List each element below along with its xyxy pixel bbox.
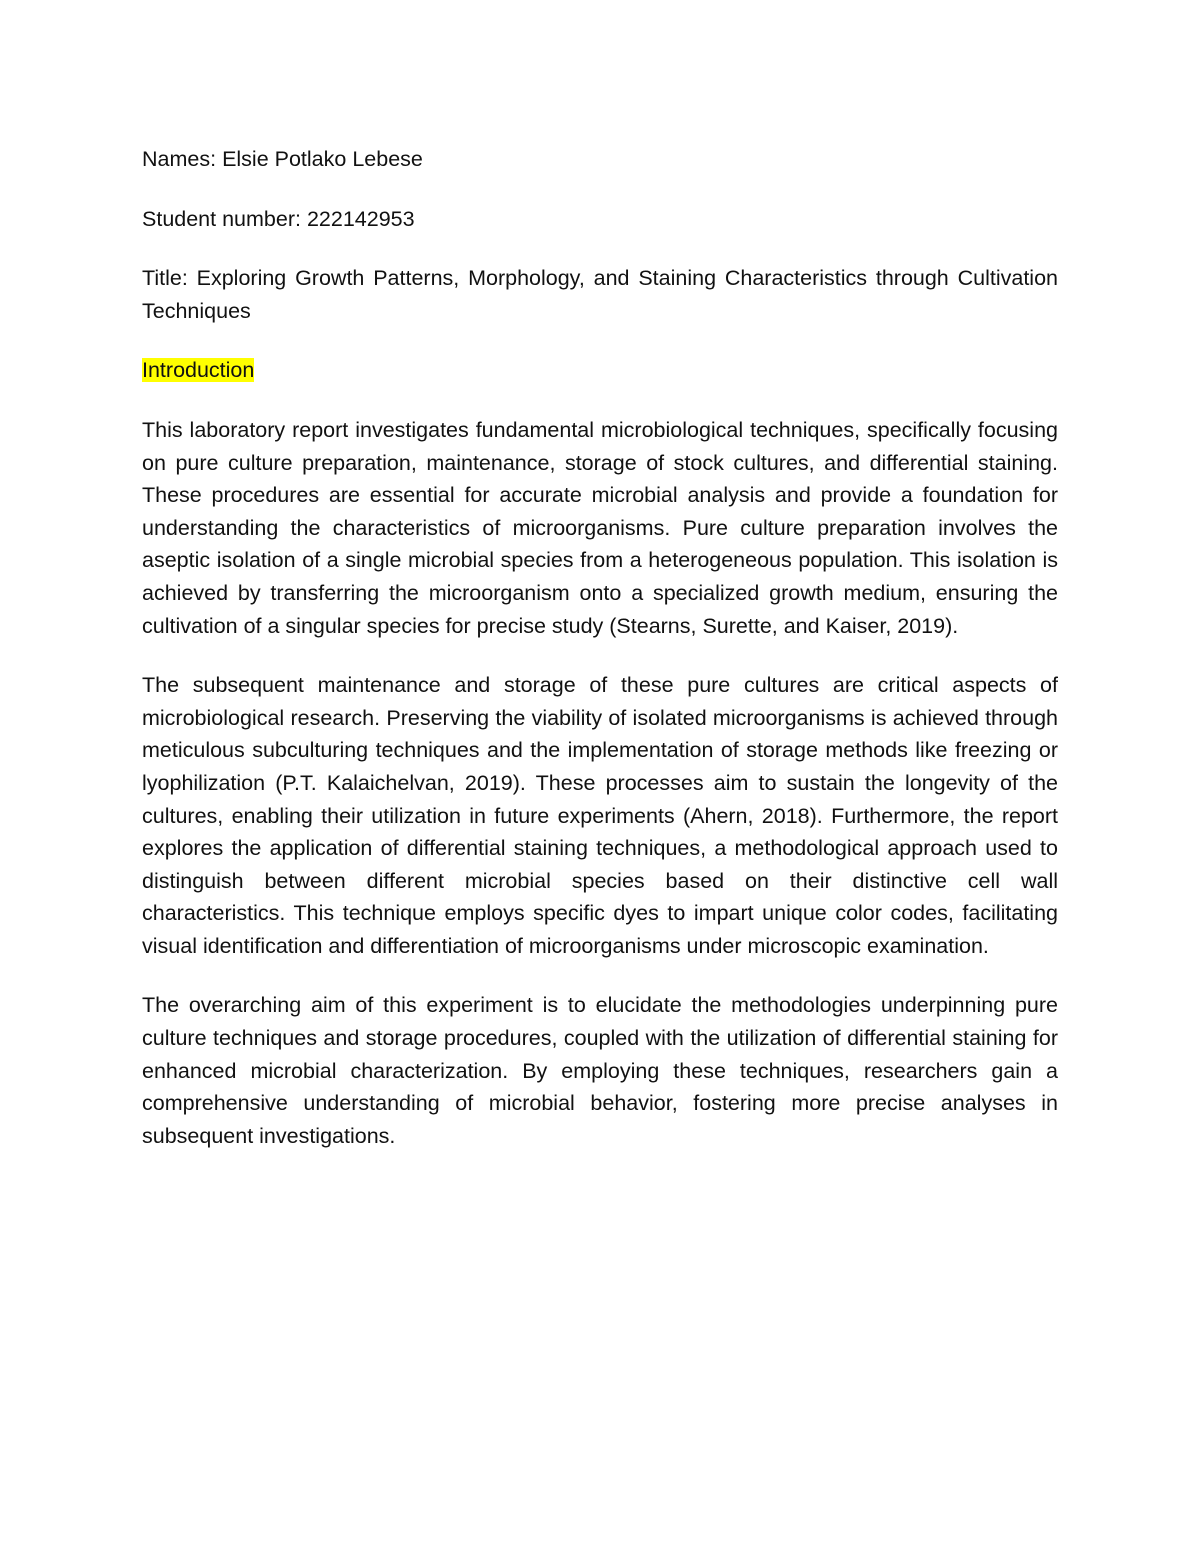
names-line: [142, 143, 1058, 176]
title-label: Title:: [142, 266, 188, 291]
names-label: Names:: [142, 147, 217, 171]
document-body: [142, 143, 1058, 1179]
introduction-heading: Introduction: [142, 358, 255, 383]
section-heading: [142, 354, 1058, 387]
student-number-line: [142, 203, 1058, 236]
paragraph-2: The subsequent maintenance and storage of these pure cultures are critical aspects of microbiological research. Preserving the viability of isolated microorganisms is achieved through meticulous subculturing techniques and the implementation of storage methods like freezing or lyophilization (P.T. Kalaichelvan, 2019). These processes aim to sustain the longevity of the cultures, enabling their utilization in future experiments (Ahern, 2018). Furthermore, the report explores the application of differential staining techniques, a methodological approach used to distinguish between different microbial species based on their distinctive cell wall characteristics. This technique employs specific dyes to impart unique color codes, facilitating visual identification and differentiation of microorganisms under microscopic examination.: [142, 673, 1058, 958]
student-number-label: Student number:: [142, 206, 301, 231]
student-number-value: 222142953: [306, 206, 415, 231]
title-line: [142, 262, 1058, 327]
paragraph-3: The overarching aim of this experiment is to elucidate the methodologies underpinning pure culture techniques and storage procedures, coupled with the utilization of differential staining for enhanced microbial characterization. By employing these techniques, researchers gain a comprehensive understanding of microbial behavior, fostering more precise analyses in subsequent investigations.: [142, 993, 1058, 1148]
title-value: Exploring Growth Patterns, Morphology, and Staining Characteristics through Cultivation Techniques: [142, 266, 1058, 323]
paragraph-1: This laboratory report investigates fundamental microbiological techniques, specifically focusing on pure culture preparation, maintenance, storage of stock cultures, and differential staining. These procedures are essential for accurate microbial analysis and provide a foundation for understanding the characteristics of microorganisms. Pure culture preparation involves the aseptic isolation of a single microbial species from a heterogeneous population. This isolation is achieved by transferring the microorganism onto a specialized growth medium, ensuring the cultivation of a singular species for precise study (Stearns, Surette, and Kaiser, 2019).: [142, 417, 1058, 638]
names-value: Elsie Potlako Lebese: [222, 147, 423, 171]
